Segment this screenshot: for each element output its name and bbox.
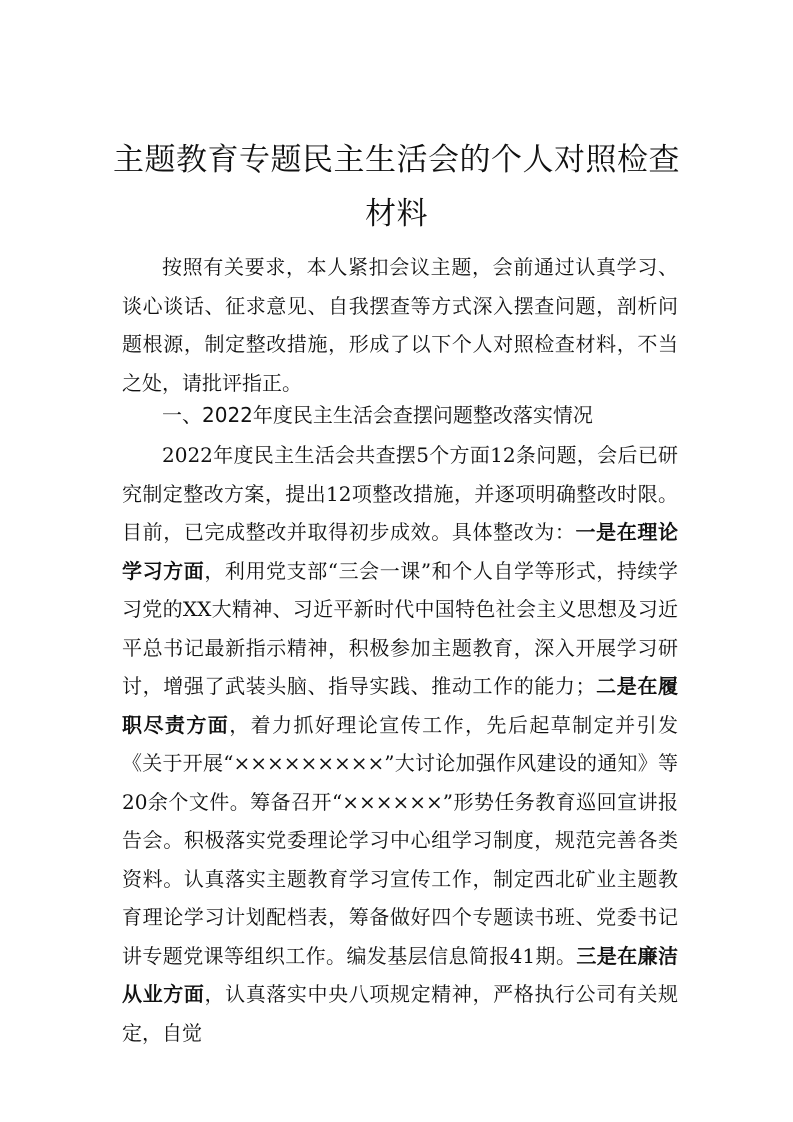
point-3-text: ，认真落实中央八项规定精神，严格执行公司有关规定，自觉 [122, 982, 679, 1045]
point-1-label: 一是在理论学习方面 [122, 520, 679, 583]
section-1-heading: 一、2022年度民主生活会查摆问题整改落实情况 [162, 403, 593, 427]
section-1-paragraph [122, 436, 678, 1052]
document-title-line-2: 材料 [365, 196, 428, 232]
point-3-label: 三是在廉洁从业方面 [122, 943, 678, 1006]
intro-paragraph: 按照有关要求，本人紧扣会议主题，会前通过认真学习、谈心谈话、征求意见、自我摆查等方式深入摆查问题，剖析问题根源，制定整改措施，形成了以下个人对照检查材料，不当之处，请批评指正。 [122, 255, 678, 395]
document-title-line-1: 主题教育专题民主生活会的个人对照检查 [113, 142, 680, 178]
point-1-text: ，利用党支部“三会一课”和个人自学等形式，持续学习党的XX大精神、习近平新时代中国特色社会主义思想及习近平总书记最新指示精神，积极参加主题教育，深入开展学习研讨，增强了武装头脑、指导实践、推动工作的能力； [122, 558, 679, 698]
section-1-lead-text: 2022年度民主生活会共查摆5个方面12条问题，会后已研究制定整改方案，提出12项整改措施，并逐项明确整改时限。目前，已完成整改并取得初步成效。具体整改为： [122, 443, 678, 544]
point-2-text: ，着力抓好理论宣传工作，先后起草制定并引发《关于开展“×××××××××”大讨论加强作风建设的通知》等20余个文件。筹备召开“××××××”形势任务教育巡回宣讲报告会。积极落实党委理论学习中心组学习制度，规范完善各类资料。认真落实主题教育学习宣传工作，制定西北矿业主题教育理论学习计划配档表，筹备做好四个专题读书班、党委书记讲专题党课等组织工作。编发基层信息简报41期。 [122, 712, 679, 968]
point-2-label: 二是在履职尽责方面 [122, 674, 679, 737]
